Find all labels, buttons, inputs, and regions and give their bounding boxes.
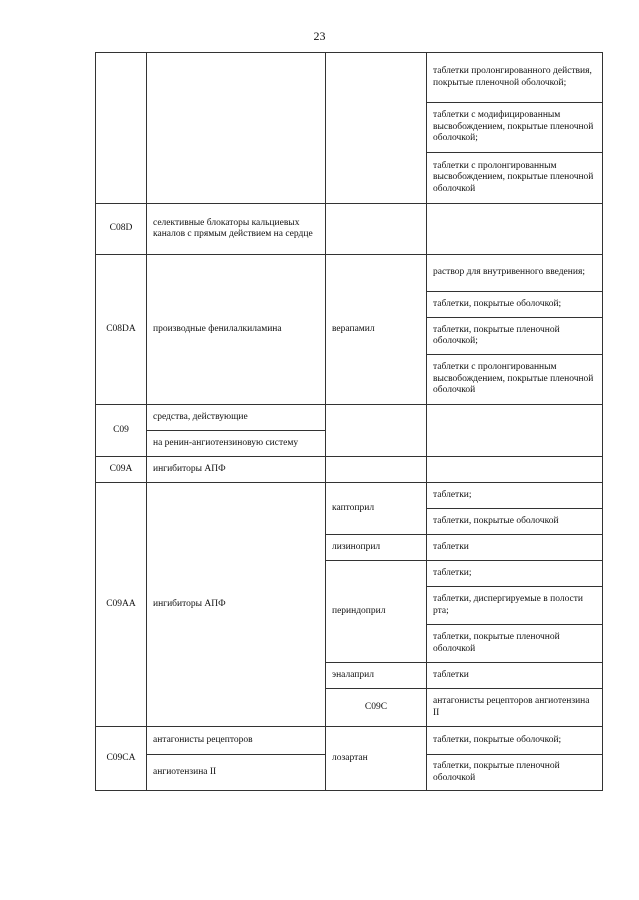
form-cell: таблетки	[427, 663, 603, 689]
atc-code: C09C	[326, 689, 427, 727]
group-name: антагонисты рецепторов ангиотензина II	[427, 689, 603, 727]
drug-cell	[326, 457, 427, 483]
drug-name: лозартан	[326, 727, 427, 791]
form-cell	[427, 204, 603, 255]
table-row	[96, 727, 603, 755]
atc-code: C08D	[96, 204, 147, 255]
code-cell	[96, 53, 147, 204]
form-cell: таблетки	[427, 535, 603, 561]
form-cell: таблетки, покрытые оболочкой;	[427, 727, 603, 755]
page-number: 23	[313, 29, 326, 43]
group-name: на ренин-ангиотензиновую систему	[147, 431, 326, 457]
table-row	[96, 483, 603, 509]
form-cell: таблетки пролонгированного действия, покрытые пленочной оболочкой;	[427, 53, 603, 103]
drug-name: лизиноприл	[326, 535, 427, 561]
group-name: селективные блокаторы кальциевых каналов с прямым действием на сердце	[147, 204, 326, 255]
group-name: ангиотензина II	[147, 755, 326, 791]
form-cell: таблетки, покрытые пленочной оболочкой	[427, 625, 603, 663]
group-cell	[147, 53, 326, 204]
table-row	[96, 53, 603, 103]
form-cell	[427, 405, 603, 457]
table-row	[96, 457, 603, 483]
atc-code: C08DA	[96, 255, 147, 405]
form-cell: таблетки;	[427, 561, 603, 587]
atc-code: C09	[96, 405, 147, 457]
form-cell: таблетки, диспергируемые в полости рта;	[427, 587, 603, 625]
form-cell: раствор для внутривенного введения;	[427, 255, 603, 292]
drug-cell	[326, 405, 427, 457]
form-cell: таблетки, покрытые пленочной оболочкой;	[427, 318, 603, 355]
table-row	[96, 255, 603, 292]
atc-code: C09AA	[96, 483, 147, 727]
drug-name: каптоприл	[326, 483, 427, 535]
form-cell: таблетки с модифицированным высвобождением, покрытые пленочной оболочкой;	[427, 103, 603, 153]
group-name: ингибиторы АПФ	[147, 457, 326, 483]
form-cell: таблетки, покрытые оболочкой;	[427, 292, 603, 318]
form-cell: таблетки с пролонгированным высвобождением, покрытые пленочной оболочкой	[427, 355, 603, 405]
drug-name: верапамил	[326, 255, 427, 405]
group-name: средства, действующие	[147, 405, 326, 431]
table-row	[96, 204, 603, 255]
form-cell: таблетки, покрытые пленочной оболочкой	[427, 755, 603, 791]
drug-name: эналаприл	[326, 663, 427, 689]
atc-code: C09A	[96, 457, 147, 483]
group-name: ингибиторы АПФ	[147, 483, 326, 727]
form-cell	[427, 457, 603, 483]
table-row	[96, 405, 603, 431]
form-cell: таблетки, покрытые оболочкой	[427, 509, 603, 535]
drug-cell	[326, 204, 427, 255]
atc-code: C09CA	[96, 727, 147, 791]
drug-cell	[326, 53, 427, 204]
form-cell: таблетки;	[427, 483, 603, 509]
group-name: антагонисты рецепторов	[147, 727, 326, 755]
group-name: производные фенилалкиламина	[147, 255, 326, 405]
drug-name: периндоприл	[326, 561, 427, 663]
form-cell: таблетки с пролонгированным высвобождением, покрытые пленочной оболочкой	[427, 153, 603, 204]
drug-table	[95, 52, 603, 791]
